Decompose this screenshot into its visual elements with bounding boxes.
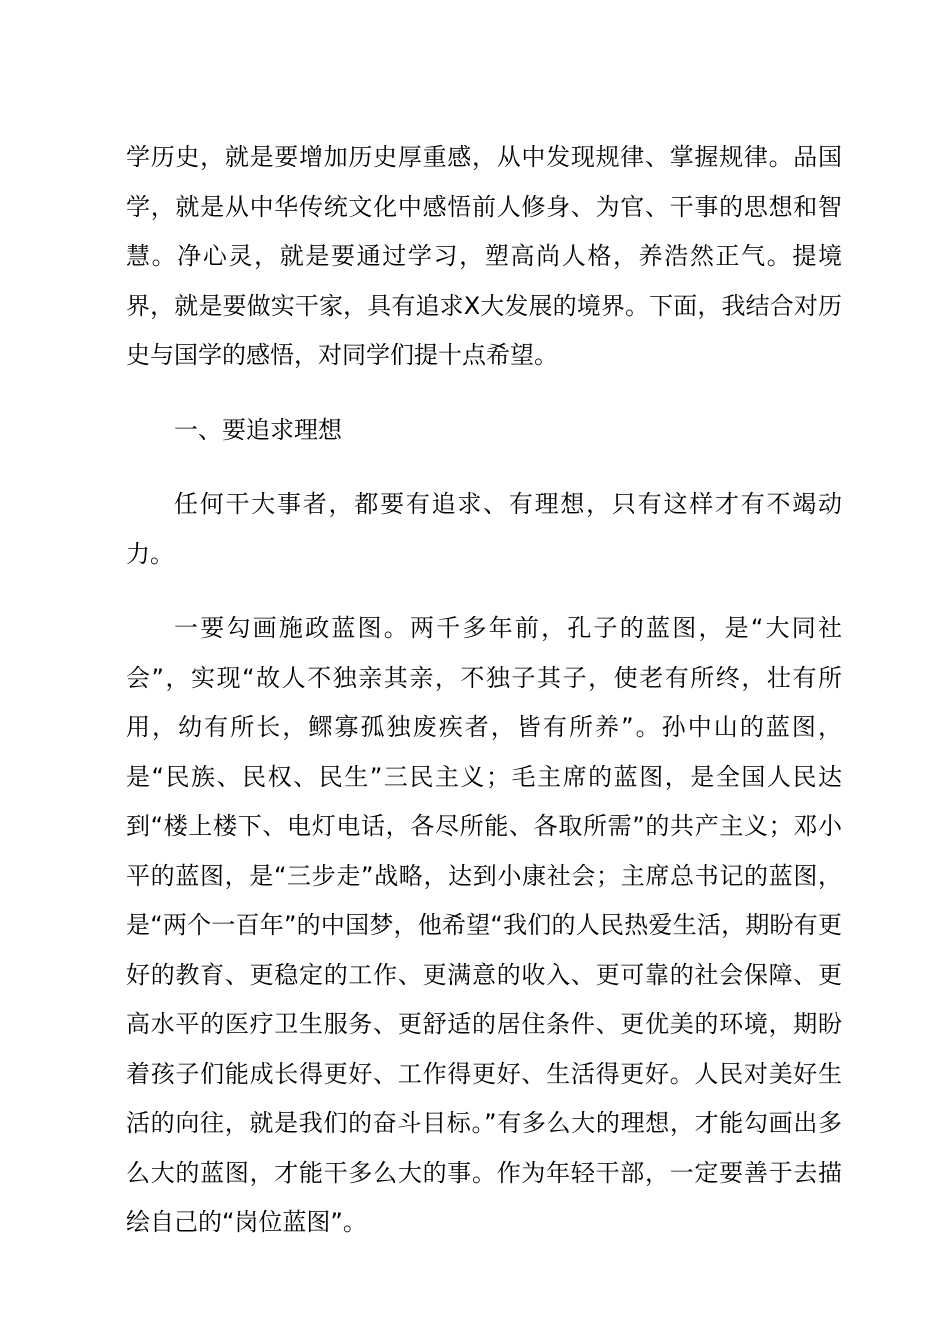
lead-paragraph: 任何干大事者，都要有追求、有理想，只有这样才有不竭动力。 [126, 490, 842, 568]
intro-paragraph: 学历史，就是要增加历史厚重感，从中发现规律、掌握规律。品国学，就是从中华传统文化中感悟前人修身、为官、干事的思想和智慧。净心灵，就是要通过学习，塑高尚人格，养浩然正气。提境界，就是要做实干家，具有追求Ⅹ大发展的境界。下面，我结合对历史与国学的感悟，对同学们提十点希望。 [126, 143, 842, 369]
section-heading: 一、要追求理想 [174, 415, 342, 444]
document-body [126, 133, 842, 1248]
point-paragraph: 一要勾画施政蓝图。两千多年前，孔子的蓝图，是“大同社会”，实现“故人不独亲其亲，不独子其子，使老有所终，壮有所用，幼有所长，鳏寡孤独废疾者，皆有所养”。孙中山的蓝图，是“民族、民权、民生”三民主义；毛主席的蓝图，是全国人民达到“楼上楼下、电灯电话，各尽所能、各取所需”的共产主义；邓小平的蓝图，是“三步走”战略，达到小康社会；主席总书记的蓝图，是“两个一百年”的中国梦，他希望“我们的人民热爱生活，期盼有更好的教育、更稳定的工作、更满意的收入、更可靠的社会保障、更高水平的医疗卫生服务、更舒适的居住条件、更优美的环境，期盼着孩子们能成长得更好、工作得更好、生活得更好。人民对美好生活的向往，就是我们的奋斗目标。”有多么大的理想，才能勾画出多么大的蓝图，才能干多么大的事。作为年轻干部，一定要善于去描绘自己的“岗位蓝图”。 [126, 614, 842, 1236]
